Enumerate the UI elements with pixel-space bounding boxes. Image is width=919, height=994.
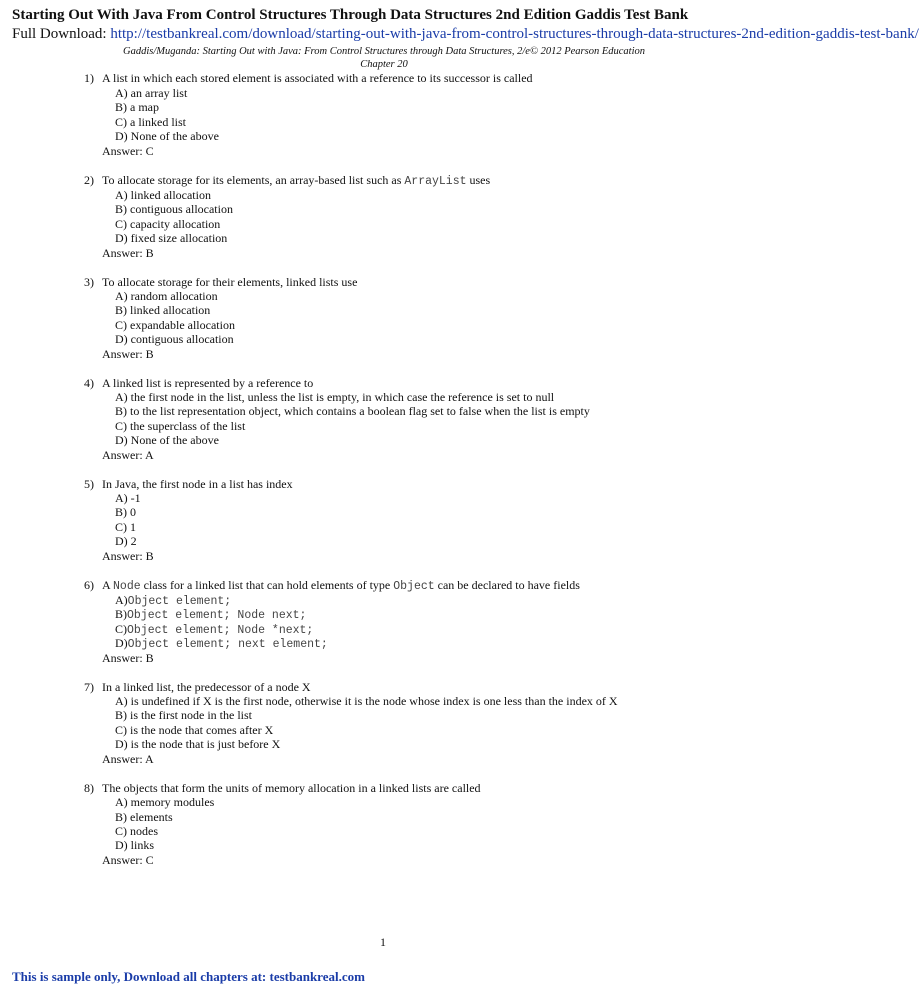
option: D) 2: [115, 534, 137, 548]
question-number: 6): [84, 578, 94, 592]
option: C) 1: [115, 520, 136, 534]
option: C) expandable allocation: [115, 318, 235, 332]
option: B) 0: [115, 505, 136, 519]
question-number: 5): [84, 477, 94, 491]
answer: Answer: A: [102, 752, 154, 766]
option: C) the superclass of the list: [115, 419, 246, 433]
answer: Answer: C: [102, 144, 154, 158]
option: A) random allocation: [115, 289, 218, 303]
question-stem: A linked list is represented by a reference to: [102, 376, 314, 390]
answer: Answer: B: [102, 549, 154, 563]
option: C) capacity allocation: [115, 217, 221, 231]
option-code: Object element; Node *next;: [127, 624, 314, 637]
option: A) an array list: [115, 86, 188, 100]
answer: Answer: C: [102, 853, 154, 867]
option: D) None of the above: [115, 129, 219, 143]
option: D) fixed size allocation: [115, 231, 228, 245]
question-number: 7): [84, 680, 94, 694]
citation-header: Gaddis/Muganda: Starting Out with Java: From Control Structures through Data Structures, 2/e© 2012 Pearson Education: [123, 46, 645, 57]
option-letter: B): [115, 607, 127, 621]
stem-code: Node: [113, 580, 141, 593]
question-stem: In Java, the first node in a list has index: [102, 477, 293, 491]
option: D) contiguous allocation: [115, 332, 234, 346]
question-stem: To allocate storage for their elements, linked lists use: [102, 275, 358, 289]
option: B) a map: [115, 100, 159, 114]
answer: Answer: B: [102, 651, 154, 665]
option-letter: D): [115, 636, 128, 650]
answer: Answer: A: [102, 448, 154, 462]
option: D) None of the above: [115, 433, 219, 447]
question-number: 3): [84, 275, 94, 289]
option: D) is the node that is just before X: [115, 737, 281, 751]
stem-code: Object: [393, 580, 435, 593]
question-number: 2): [84, 173, 94, 187]
stem-text: A: [102, 578, 114, 592]
option: D) links: [115, 838, 154, 852]
question-number: 4): [84, 376, 94, 390]
question-number: 8): [84, 781, 94, 795]
page-number: 1: [380, 935, 386, 949]
stem-text: uses: [466, 173, 491, 187]
stem-text: To allocate storage for its elements, an array-based list such as: [102, 173, 405, 187]
answer: Answer: B: [102, 347, 154, 361]
answer: Answer: B: [102, 246, 154, 260]
banner-title: Starting Out With Java From Control Structures Through Data Structures 2nd Edition Gaddis Test Bank: [12, 7, 689, 23]
download-link[interactable]: http://testbankreal.com/download/starting-out-with-java-from-control-structures-through-data-structures-2nd-edition-gaddis-test-bank/: [110, 26, 919, 42]
option: A) -1: [115, 491, 141, 505]
option-code: Object element; next element;: [127, 638, 328, 651]
stem-text: class for a linked list that can hold elements of type: [140, 578, 394, 592]
question-number: 1): [84, 71, 94, 85]
option-letter: C): [115, 622, 127, 636]
question-stem: The objects that form the units of memory allocation in a linked lists are called: [102, 781, 481, 795]
option: B) elements: [115, 810, 173, 824]
option: C) nodes: [115, 824, 158, 838]
option-letter: A): [115, 593, 128, 607]
question-stem: In a linked list, the predecessor of a node X: [102, 680, 311, 694]
option-code: Object element; Node next;: [127, 609, 307, 622]
option-code: Object element;: [127, 595, 232, 608]
option: B) contiguous allocation: [115, 202, 233, 216]
option: A) the first node in the list, unless the list is empty, in which case the reference is set to null: [115, 390, 555, 404]
stem-code: ArrayList: [404, 175, 467, 188]
stem-text: can be declared to have fields: [434, 578, 580, 592]
option: B) linked allocation: [115, 303, 211, 317]
question-stem: A list in which each stored element is associated with a reference to its successor is called: [102, 71, 533, 85]
download-line: [12, 25, 919, 43]
option: C) a linked list: [115, 115, 186, 129]
chapter-header: Chapter 20: [360, 59, 408, 70]
footer-notice[interactable]: This is sample only, Download all chapters at: testbankreal.com: [12, 969, 365, 984]
option: C) is the node that comes after X: [115, 723, 274, 737]
option: B) to the list representation object, which contains a boolean flag set to false when the list is empty: [115, 404, 590, 418]
option: A) memory modules: [115, 795, 215, 809]
download-label: Full Download:: [12, 26, 111, 42]
option: A) linked allocation: [115, 188, 211, 202]
option: A) is undefined if X is the first node, otherwise it is the node whose index is one less than the index of X: [115, 694, 618, 708]
option: B) is the first node in the list: [115, 708, 252, 722]
